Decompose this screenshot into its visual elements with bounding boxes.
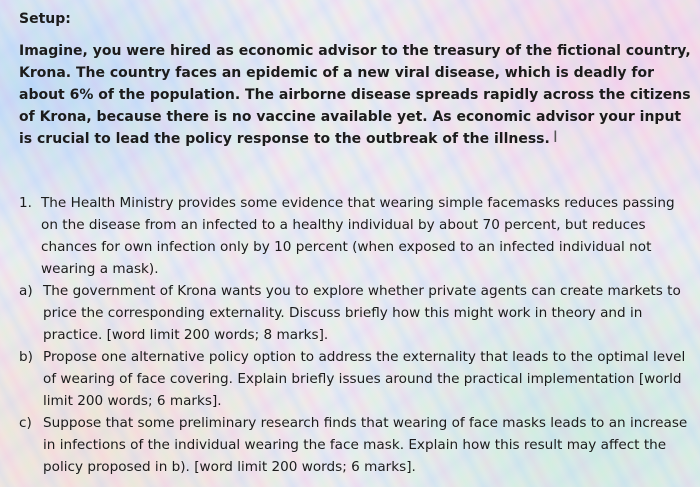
document <box>19 10 691 478</box>
question-b <box>19 346 691 412</box>
question-a <box>19 280 691 346</box>
question-1-marker: 1. <box>19 195 32 211</box>
setup-intro-paragraph: Imagine, you were hired as economic advisor to the treasury of the fictional country, Krona. The country faces an epidemic of a new viral disease, which is deadly for about 6% of the population. The airborne disease spreads rapidly across the citizens of Krona, because there is no vaccine available yet. As economic advisor your input is crucial to lead the policy response to the outbreak of the illness. <box>19 43 691 147</box>
question-c <box>19 412 691 478</box>
question-list <box>19 192 691 478</box>
question-b-marker: b) <box>19 349 33 365</box>
question-a-marker: a) <box>19 283 33 299</box>
setup-heading: Setup: <box>19 11 71 27</box>
question-1 <box>19 192 691 280</box>
question-c-marker: c) <box>19 415 32 431</box>
question-a-text: The government of Krona wants you to explore whether private agents can create markets to price the corresponding externality. Discuss briefly how this might work in theory and in practice. [word limit 200 words; 8 marks]. <box>43 283 681 343</box>
text-cursor-icon: I <box>553 127 558 146</box>
question-1-text: The Health Ministry provides some evidence that wearing simple facemasks reduces passing on the disease from an infected to a healthy individual by about 70 percent, but reduces chances for own infection only by 10 percent (when exposed to an infected individual not wearing a mask). <box>41 195 675 277</box>
question-b-text: Propose one alternative policy option to address the externality that leads to the optimal level of wearing of face covering. Explain briefly issues around the practical implementation [world limit 200 words; 6 marks]. <box>43 349 686 409</box>
question-c-text: Suppose that some preliminary research finds that wearing of face masks leads to an increase in infections of the individual wearing the face mask. Explain how this result may affect the policy proposed in b). [word limit 200 words; 6 marks]. <box>43 415 688 475</box>
